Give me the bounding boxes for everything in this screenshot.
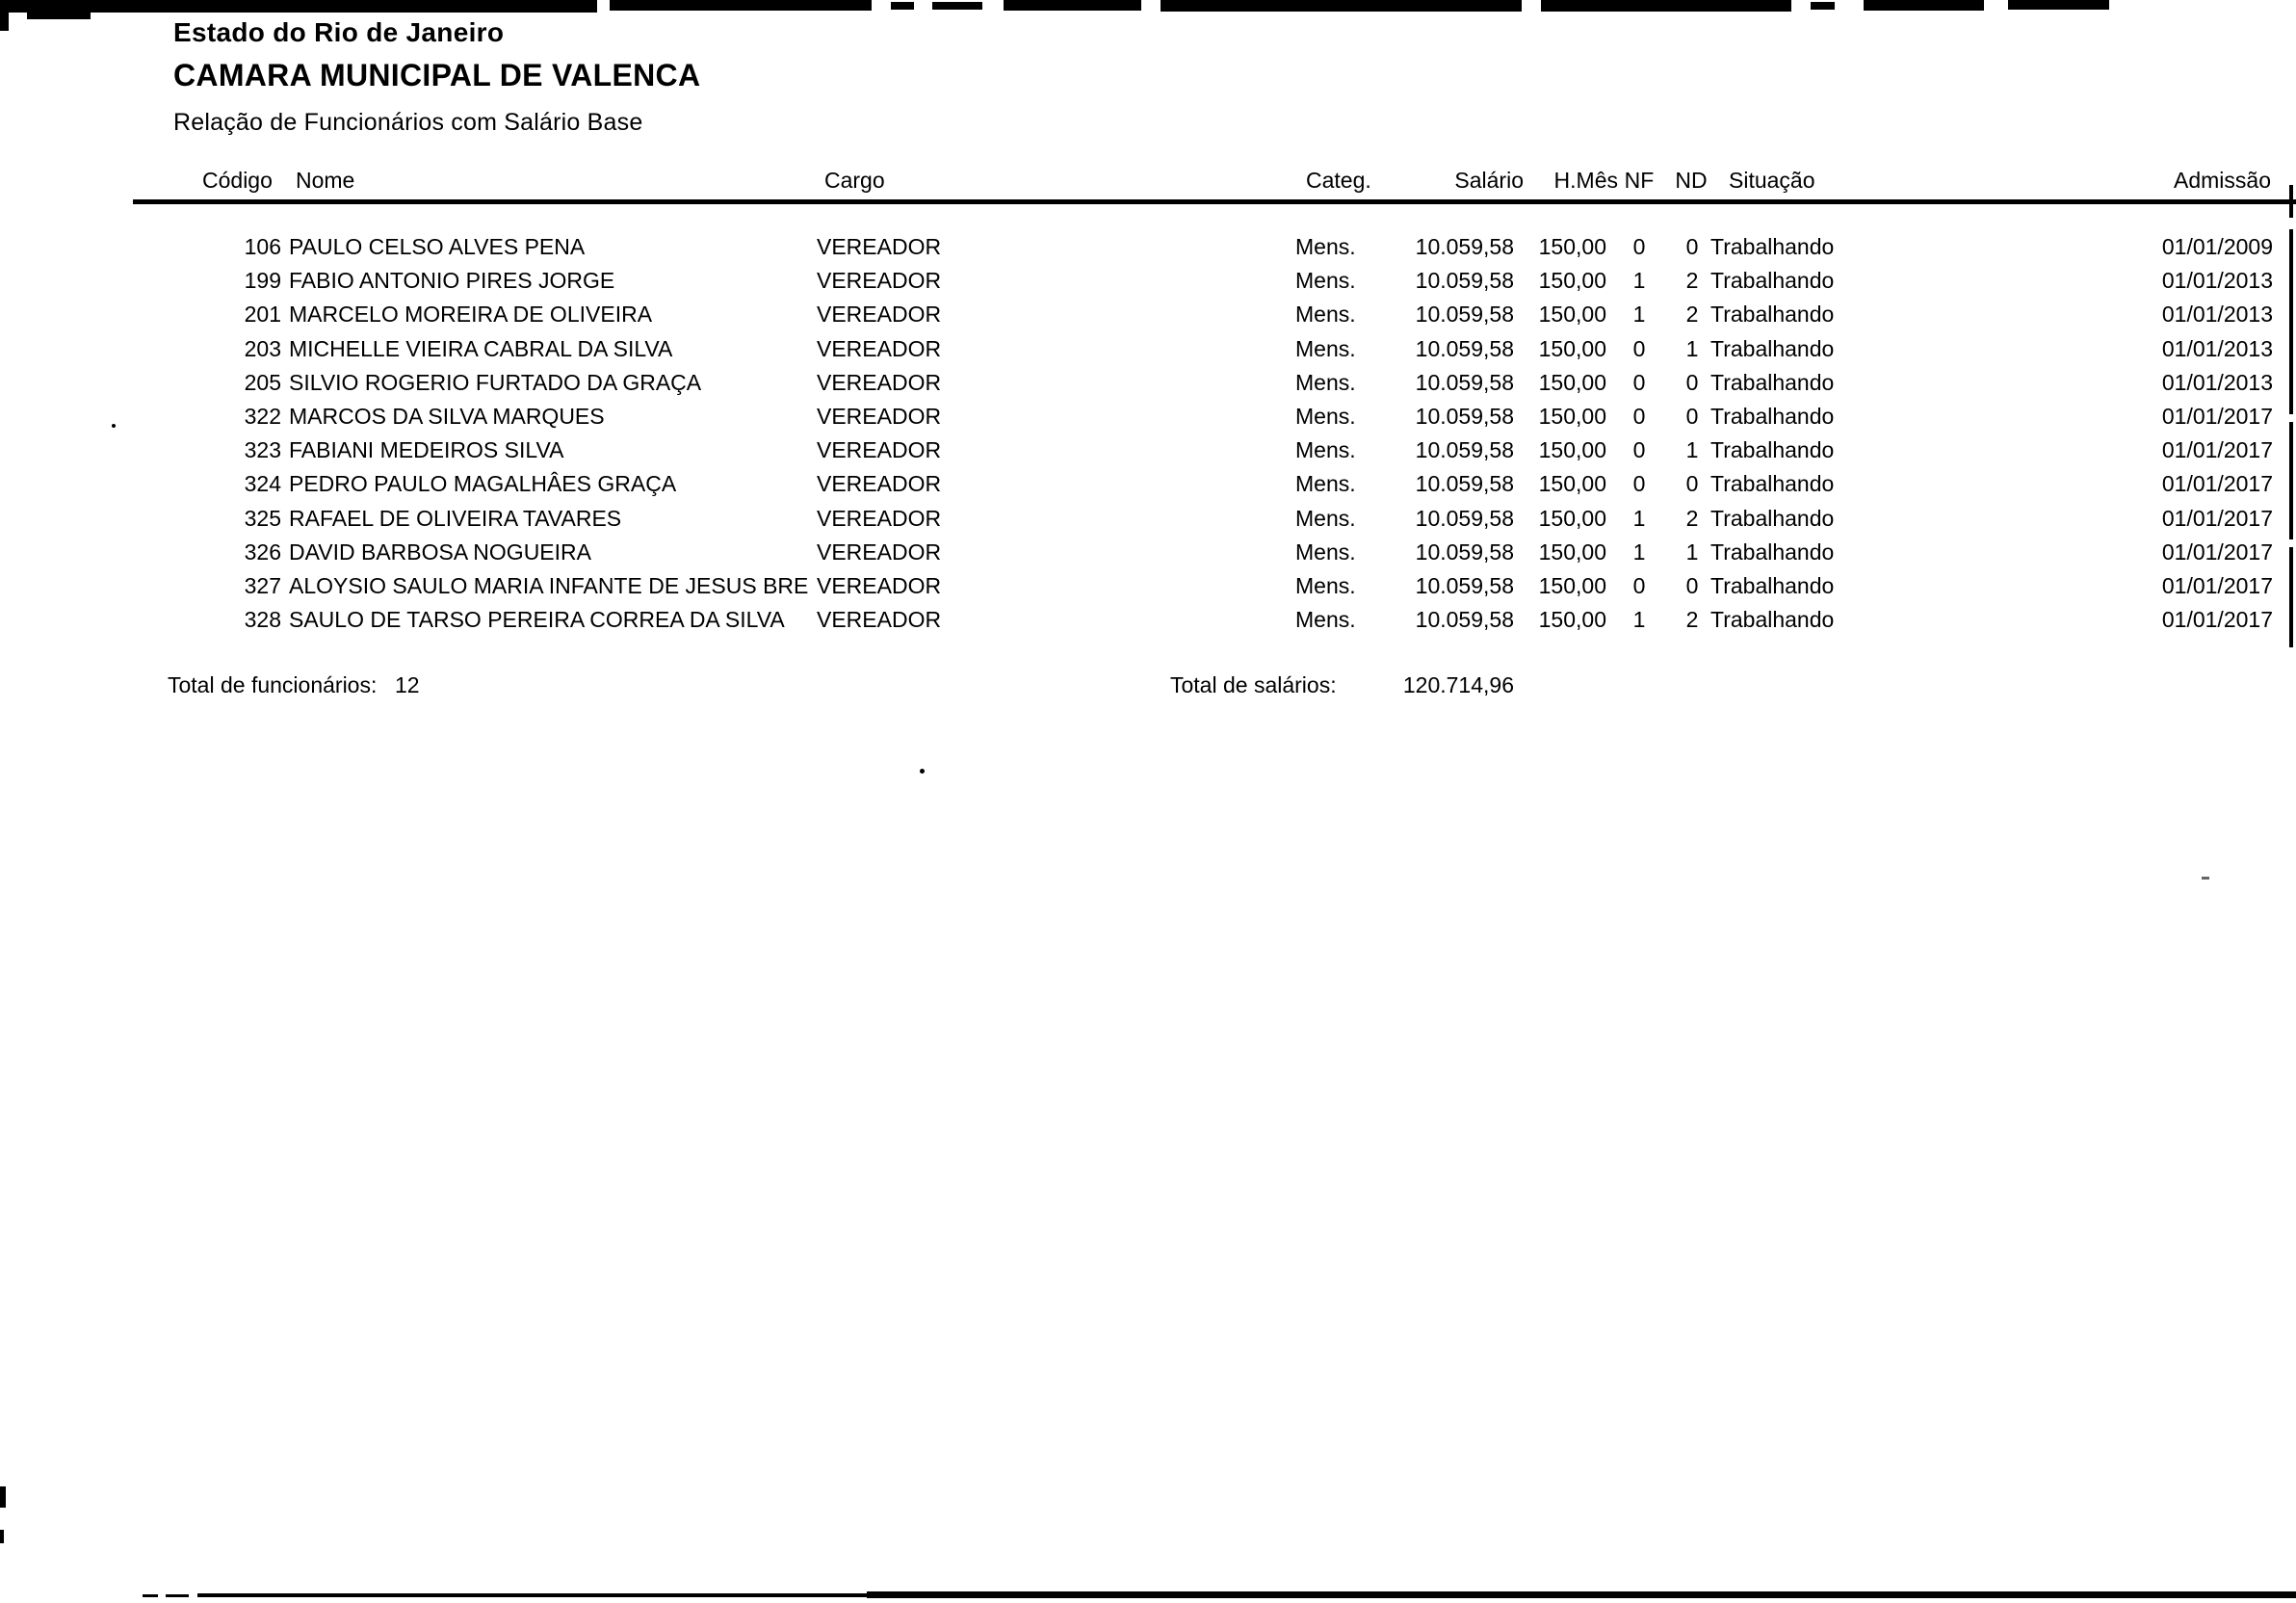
table-row [0, 604, 2296, 638]
cell-admissao: 01/01/2017 [2161, 403, 2273, 429]
cell-codigo: 324 [244, 471, 281, 497]
cell-nd: 1 [1685, 335, 1699, 361]
cell-salario: 10.059,58 [1415, 369, 1514, 395]
cell-nome: FABIANI MEDEIROS SILVA [289, 437, 564, 463]
header-rule [133, 199, 2296, 204]
cell-nome: ALOYSIO SAULO MARIA INFANTE DE JESUS BRE [289, 572, 809, 598]
cell-admissao: 01/01/2017 [2161, 437, 2273, 463]
cell-cargo: VEREADOR [817, 369, 942, 395]
cell-salario: 10.059,58 [1415, 234, 1514, 259]
document-header [173, 17, 700, 137]
cell-nf: 1 [1632, 268, 1646, 294]
scan-artifact-top-bar [1811, 2, 1835, 10]
cell-categ: Mens. [1295, 471, 1356, 497]
scan-artifact-top-bar [610, 0, 872, 11]
scan-artifact-left-tick [0, 1486, 6, 1508]
cell-nd: 0 [1685, 403, 1699, 429]
cell-admissao: 01/01/2013 [2161, 369, 2273, 395]
report-title: Relação de Funcionários com Salário Base [173, 109, 643, 136]
table-body [0, 231, 2296, 638]
cell-nf: 0 [1632, 471, 1646, 497]
cell-cargo: VEREADOR [817, 268, 942, 294]
cell-nd: 0 [1685, 369, 1699, 395]
cell-categ: Mens. [1295, 335, 1356, 361]
cell-categ: Mens. [1295, 505, 1356, 531]
column-header-nf: NF [1624, 168, 1655, 193]
cell-situacao: Trabalhando [1710, 403, 1835, 429]
cell-nf: 1 [1632, 505, 1646, 531]
cell-salario: 10.059,58 [1415, 268, 1514, 294]
cell-salario: 10.059,58 [1415, 437, 1514, 463]
cell-situacao: Trabalhando [1710, 335, 1835, 361]
cell-codigo: 327 [244, 572, 281, 598]
cell-cargo: VEREADOR [817, 607, 942, 633]
cell-codigo: 203 [244, 335, 281, 361]
total-salaries-value: 120.714,96 [1402, 672, 1514, 697]
table-row [0, 333, 2296, 367]
cell-nf: 0 [1632, 437, 1646, 463]
cell-hmes: 150,00 [1538, 607, 1606, 633]
scan-artifact-bottom-line [197, 1593, 867, 1597]
cell-salario: 10.059,58 [1415, 302, 1514, 328]
cell-hmes: 150,00 [1538, 572, 1606, 598]
column-header-categ: Categ. [1306, 168, 1371, 193]
column-header-hmes: H.Mês [1553, 168, 1618, 193]
cell-nome: SILVIO ROGERIO FURTADO DA GRAÇA [289, 369, 702, 395]
scan-artifact-top-bar [27, 2, 91, 19]
cell-hmes: 150,00 [1538, 539, 1606, 565]
cell-codigo: 323 [244, 437, 281, 463]
scan-artifact-bottom-line [166, 1594, 189, 1597]
cell-hmes: 150,00 [1538, 471, 1606, 497]
cell-situacao: Trabalhando [1710, 607, 1835, 633]
total-employees-value: 12 [395, 672, 420, 697]
cell-cargo: VEREADOR [817, 403, 942, 429]
scan-artifact-top-bar [1541, 0, 1791, 12]
cell-nd: 1 [1685, 437, 1699, 463]
cell-hmes: 150,00 [1538, 268, 1606, 294]
cell-salario: 10.059,58 [1415, 539, 1514, 565]
cell-hmes: 150,00 [1538, 234, 1606, 259]
cell-situacao: Trabalhando [1710, 234, 1835, 259]
table-row [0, 231, 2296, 265]
cell-hmes: 150,00 [1538, 369, 1606, 395]
cell-nf: 1 [1632, 302, 1646, 328]
column-header-admissao: Admissão [2174, 168, 2271, 193]
cell-nome: MARCOS DA SILVA MARQUES [289, 403, 605, 429]
cell-cargo: VEREADOR [817, 302, 942, 328]
column-header-cargo: Cargo [824, 168, 885, 193]
cell-nf: 0 [1632, 572, 1646, 598]
table-row [0, 503, 2296, 537]
scan-artifact-top-bar [1161, 0, 1522, 12]
scan-artifact-top-bar [2008, 0, 2109, 10]
cell-nf: 1 [1632, 539, 1646, 565]
cell-nd: 0 [1685, 234, 1699, 259]
cell-nome: SAULO DE TARSO PEREIRA CORREA DA SILVA [289, 607, 785, 633]
cell-categ: Mens. [1295, 403, 1356, 429]
cell-salario: 10.059,58 [1415, 403, 1514, 429]
cell-cargo: VEREADOR [817, 234, 942, 259]
cell-cargo: VEREADOR [817, 539, 942, 565]
cell-admissao: 01/01/2013 [2161, 268, 2273, 294]
scan-artifact-bottom-line [143, 1594, 158, 1597]
cell-salario: 10.059,58 [1415, 505, 1514, 531]
cell-salario: 10.059,58 [1415, 572, 1514, 598]
column-header-salario: Salário [1454, 168, 1524, 193]
column-header-nome: Nome [296, 168, 355, 193]
column-header-codigo: Código [202, 168, 273, 193]
cell-categ: Mens. [1295, 607, 1356, 633]
table-row [0, 265, 2296, 299]
cell-categ: Mens. [1295, 369, 1356, 395]
cell-nd: 2 [1685, 505, 1699, 531]
cell-situacao: Trabalhando [1710, 505, 1835, 531]
scan-artifact-top-bar [1864, 0, 1984, 11]
cell-situacao: Trabalhando [1710, 539, 1835, 565]
totals-row [0, 672, 2296, 701]
cell-admissao: 01/01/2009 [2161, 234, 2273, 259]
cell-nd: 2 [1685, 302, 1699, 328]
cell-cargo: VEREADOR [817, 572, 942, 598]
table-row [0, 434, 2296, 468]
cell-salario: 10.059,58 [1415, 607, 1514, 633]
cell-situacao: Trabalhando [1710, 572, 1835, 598]
table-row [0, 367, 2296, 401]
org-name-line: CAMARA MUNICIPAL DE VALENCA [173, 58, 701, 92]
cell-admissao: 01/01/2013 [2161, 335, 2273, 361]
cell-nd: 0 [1685, 471, 1699, 497]
scan-artifact-speck [2202, 877, 2209, 880]
cell-nome: FABIO ANTONIO PIRES JORGE [289, 268, 615, 294]
cell-codigo: 199 [244, 268, 281, 294]
cell-admissao: 01/01/2013 [2161, 302, 2273, 328]
cell-nome: MARCELO MOREIRA DE OLIVEIRA [289, 302, 653, 328]
table-row [0, 468, 2296, 502]
table-row [0, 401, 2296, 434]
cell-hmes: 150,00 [1538, 302, 1606, 328]
cell-situacao: Trabalhando [1710, 437, 1835, 463]
table-row [0, 570, 2296, 604]
cell-nome: MICHELLE VIEIRA CABRAL DA SILVA [289, 335, 673, 361]
cell-codigo: 325 [244, 505, 281, 531]
cell-categ: Mens. [1295, 302, 1356, 328]
cell-situacao: Trabalhando [1710, 369, 1835, 395]
table-row [0, 537, 2296, 570]
cell-salario: 10.059,58 [1415, 335, 1514, 361]
cell-codigo: 201 [244, 302, 281, 328]
column-header-situacao: Situação [1729, 168, 1815, 193]
org-state-line: Estado do Rio de Janeiro [173, 17, 505, 47]
cell-nd: 2 [1685, 268, 1699, 294]
cell-hmes: 150,00 [1538, 505, 1606, 531]
cell-hmes: 150,00 [1538, 335, 1606, 361]
cell-nome: RAFAEL DE OLIVEIRA TAVARES [289, 505, 622, 531]
scan-artifact-top-bar [1004, 0, 1141, 11]
cell-hmes: 150,00 [1538, 437, 1606, 463]
cell-codigo: 322 [244, 403, 281, 429]
cell-nf: 0 [1632, 335, 1646, 361]
cell-nf: 0 [1632, 369, 1646, 395]
cell-categ: Mens. [1295, 539, 1356, 565]
scan-artifact-top-bar [932, 2, 982, 10]
cell-cargo: VEREADOR [817, 505, 942, 531]
cell-nf: 0 [1632, 403, 1646, 429]
cell-nd: 0 [1685, 572, 1699, 598]
column-header-nd: ND [1675, 168, 1708, 193]
cell-nome: DAVID BARBOSA NOGUEIRA [289, 539, 591, 565]
cell-codigo: 328 [244, 607, 281, 633]
cell-admissao: 01/01/2017 [2161, 572, 2273, 598]
scan-artifact-speck [920, 769, 925, 774]
table-row [0, 299, 2296, 332]
scan-artifact-left-tick [0, 4, 9, 31]
cell-nf: 0 [1632, 234, 1646, 259]
cell-admissao: 01/01/2017 [2161, 505, 2273, 531]
cell-nd: 1 [1685, 539, 1699, 565]
cell-cargo: VEREADOR [817, 335, 942, 361]
cell-nf: 1 [1632, 607, 1646, 633]
cell-cargo: VEREADOR [817, 437, 942, 463]
cell-salario: 10.059,58 [1415, 471, 1514, 497]
cell-categ: Mens. [1295, 437, 1356, 463]
cell-admissao: 01/01/2017 [2161, 471, 2273, 497]
cell-codigo: 205 [244, 369, 281, 395]
cell-situacao: Trabalhando [1710, 471, 1835, 497]
cell-nd: 2 [1685, 607, 1699, 633]
scan-artifact-left-tick [0, 1530, 4, 1543]
cell-admissao: 01/01/2017 [2161, 539, 2273, 565]
cell-categ: Mens. [1295, 234, 1356, 259]
cell-nome: PEDRO PAULO MAGALHÂES GRAÇA [289, 471, 677, 497]
cell-codigo: 106 [244, 234, 281, 259]
cell-hmes: 150,00 [1538, 403, 1606, 429]
cell-categ: Mens. [1295, 572, 1356, 598]
total-employees-label: Total de funcionários: [168, 672, 378, 697]
cell-nome: PAULO CELSO ALVES PENA [289, 234, 586, 259]
cell-situacao: Trabalhando [1710, 302, 1835, 328]
table-header-row [0, 168, 2296, 195]
cell-cargo: VEREADOR [817, 471, 942, 497]
cell-codigo: 326 [244, 539, 281, 565]
cell-categ: Mens. [1295, 268, 1356, 294]
scan-artifact-bottom-line [867, 1591, 2296, 1598]
scan-artifact-top-bar [891, 2, 914, 10]
cell-admissao: 01/01/2017 [2161, 607, 2273, 633]
total-salaries-label: Total de salários: [1170, 672, 1337, 697]
cell-situacao: Trabalhando [1710, 268, 1835, 294]
